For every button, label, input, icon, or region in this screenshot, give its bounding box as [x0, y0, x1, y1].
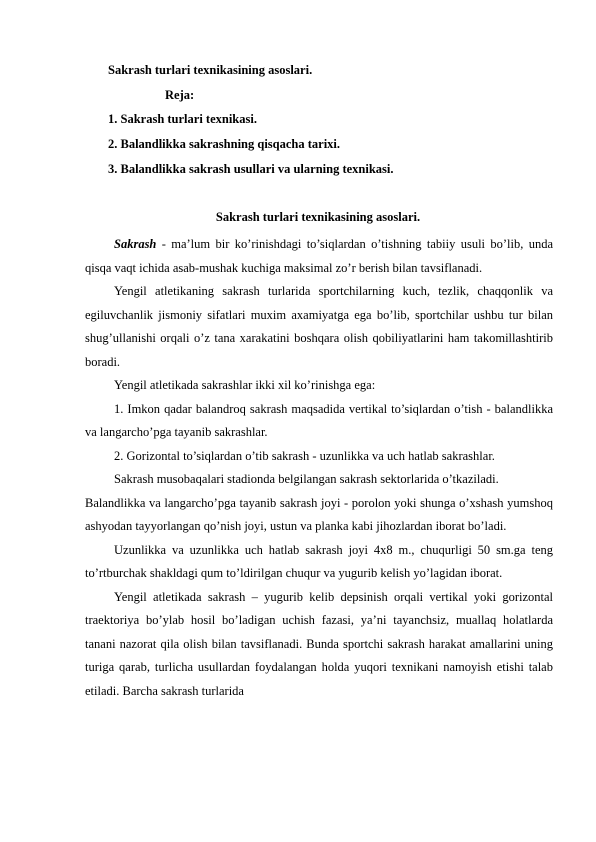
intro-paragraph	[85, 233, 553, 280]
paragraph: 2. Gorizontal to’siqlardan o’tib sakrash - uzunlikka va uch hatlab sakrashlar.	[114, 448, 495, 463]
plan-item: 3. Balandlikka sakrash usullari va ularning texnikasi.	[108, 162, 394, 176]
plan-item: 1. Sakrash turlari texnikasi.	[108, 112, 257, 126]
paragraph: Yengil atletikada sakrashlar ikki xil ko’rinishga ega:	[114, 378, 376, 392]
paragraph: Yengil atletikaning sakrash turlarida sportchilarning kuch, tezlik, chaqqonlik va egiluvchanlik jismoniy sifatlari muxim axamiyatga ega bo’lib, sportchilar ushbu tur bilan shug’ullanishi orqali o’z tana xarakatini boshqara olish qobiliyatlarini ham takomillashtirib boradi.	[85, 284, 553, 369]
paragraph: Uzunlikka va uzunlikka uch hatlab sakrash joyi 4x8 m., chuqurligi 50 sm.ga teng to’rtburchak shakldagi qum to’ldirilgan chuqur va yugurib kelish yo’lagidan iborat.	[85, 542, 553, 580]
body-text	[85, 233, 553, 703]
paragraph: 1. Imkon qadar balandroq sakrash maqsadida vertikal to’siqlardan o’tish - balandlikka va langarcho’pga tayanib sakrashlar.	[85, 401, 553, 439]
document-title: Sakrash turlari texnikasining asoslari.	[108, 63, 313, 77]
section-title: Sakrash turlari texnikasining asoslari.	[215, 210, 421, 224]
intro-text: - ma’lum bir ko’rinishdagi to’siqlardan o’tishning tabiiy usuli bo’lib, unda qisqa vaqt ichida asab-mushak kuchiga maksimal zo’r berish bilan tavsiflanadi.	[85, 237, 553, 275]
paragraph: Balandlikka va langarcho’pga tayanib sakrash joyi - porolon yoki shunga o’xshash yumshoq ashyodan tayyorlangan qo’nish joyi, ustun va planka kabi jihozlardan iborat bo’ladi.	[85, 495, 553, 533]
term-sakrash: Sakrash	[114, 237, 157, 251]
plan-heading: Reja:	[165, 88, 195, 102]
paragraph: Sakrash musobaqalari stadionda belgilangan sakrash sektorlarida o’tkaziladi.	[114, 472, 499, 486]
paragraph: Yengil atletikada sakrash – yugurib kelib depsinish orqali vertikal yoki gorizontal traektoriya bo’ylab hosil bo’ladigan uchish fazasi, ya’ni tayanchsiz, muallaq holatlarda tanani nazorat qila olish bilan tavsiflanadi. Bunda sportchi sakrash harakat amallarini uning turiga qarab, turlicha usullardan foydalangan holda yuqori texnikani namoyish etishi talab etiladi. Barcha sakrash turlarida	[85, 589, 553, 698]
plan-list	[108, 112, 394, 187]
plan-item: 2. Balandlikka sakrashning qisqacha tarixi.	[108, 137, 341, 151]
